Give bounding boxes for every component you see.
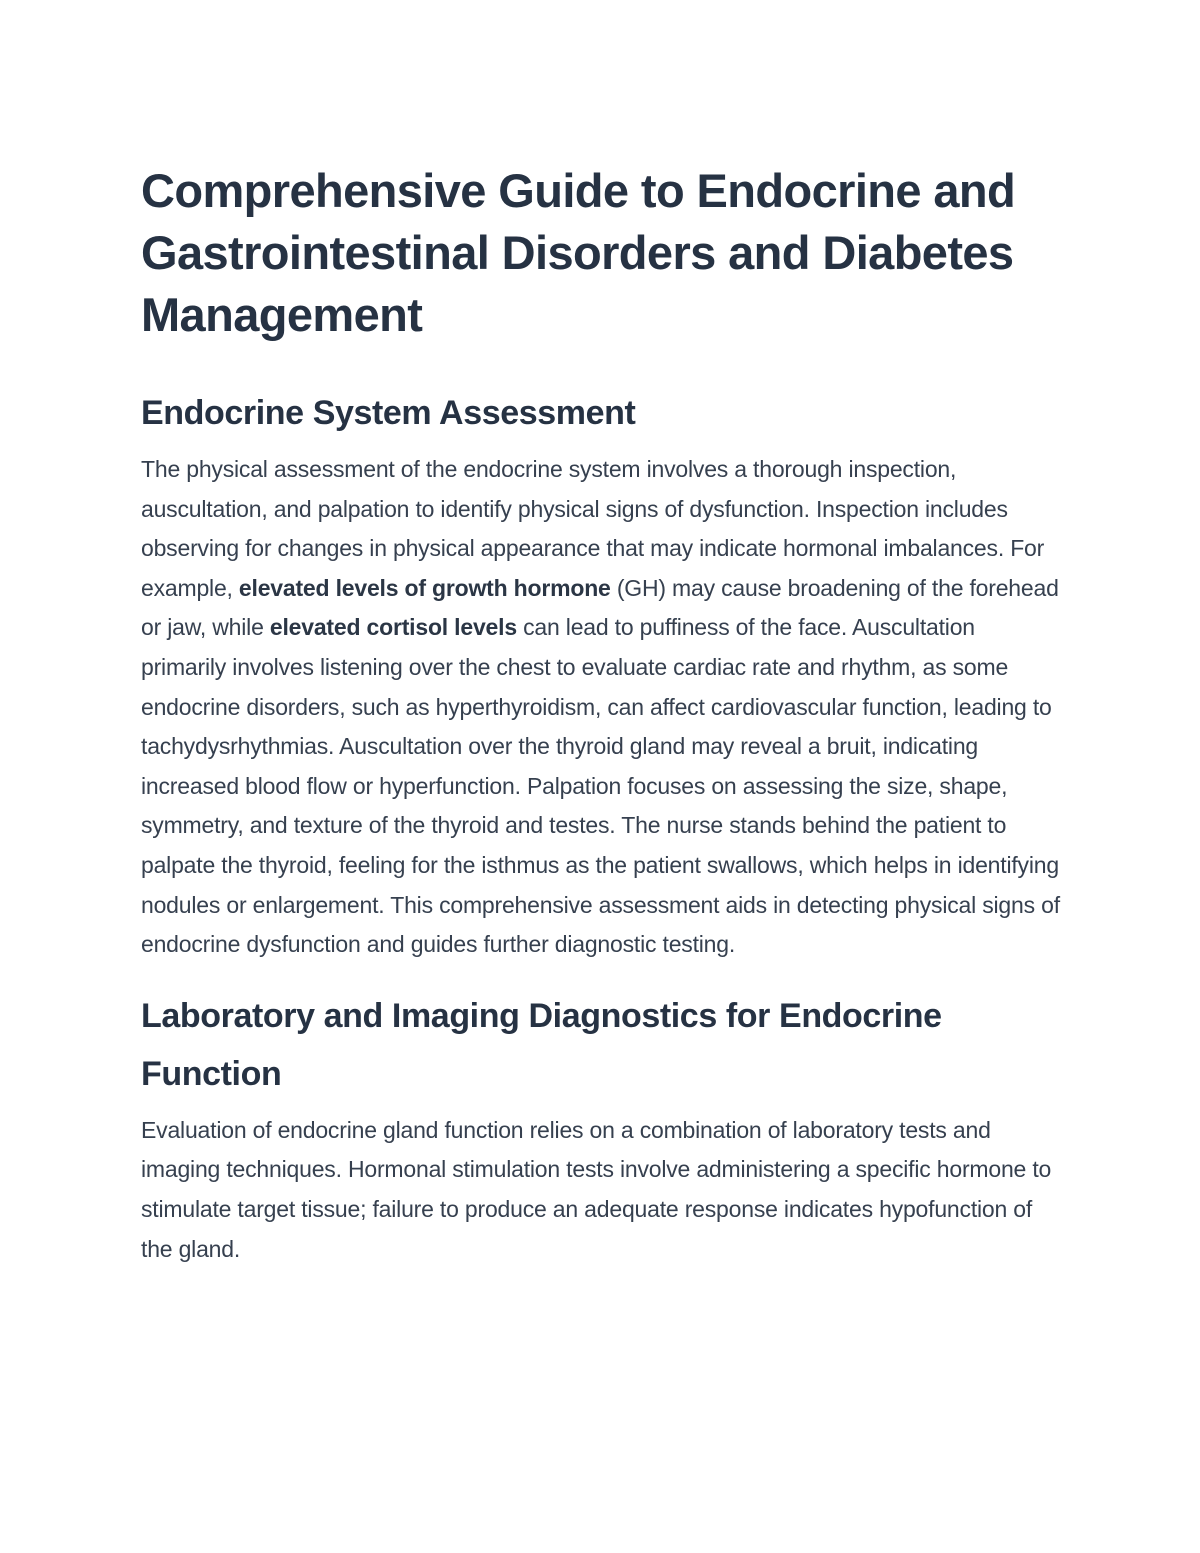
document-page bbox=[141, 160, 1063, 1291]
section-lab-imaging bbox=[141, 987, 1063, 1269]
section-endocrine-assessment bbox=[141, 384, 1063, 965]
document-title: Comprehensive Guide to Endocrine and Gastrointestinal Disorders and Diabetes Management bbox=[141, 164, 1016, 341]
bold-term-growth-hormone: elevated levels of growth hormone bbox=[238, 574, 611, 601]
section-paragraph bbox=[141, 450, 1063, 965]
section-heading: Endocrine System Assessment bbox=[141, 394, 636, 432]
section-heading: Laboratory and Imaging Diagnostics for Endocrine Function bbox=[141, 996, 942, 1093]
section-paragraph: Evaluation of endocrine gland function relies on a combination of laboratory tests and imaging techniques. Hormonal stimulation tests involve administering a specific hormone to stimulate target tissue; failure to produce an adequate response indicates hypofunction of the gland. bbox=[141, 1116, 1052, 1262]
paragraph-text: can lead to puffiness of the face. Auscultation primarily involves listening over the chest to evaluate cardiac rate and rhythm, as some endocrine disorders, such as hyperthyroidism, can affect cardiovascular function, leading to tachydysrhythmias. Auscultation over the thyroid gland may reveal a bruit, indicating increased blood flow or hyperfunction. Palpation focuses on assessing the size, shape, symmetry, and texture of the thyroid and testes. The nurse stands behind the patient to palpate the thyroid, feeling for the isthmus as the patient swallows, which helps in identifying nodules or enlargement. This comprehensive assessment aids in detecting physical signs of endocrine dysfunction and guides further diagnostic testing. bbox=[141, 614, 1060, 958]
paragraph-text: The physical assessment of the endocrine system involves a thorough inspection, auscultation, and palpation to identify physical signs of dysfunction. Inspection includes observing for changes in physical appearance that may indicate hormonal imbalances. For example, bbox=[141, 456, 1045, 601]
bold-term-cortisol: elevated cortisol levels bbox=[269, 614, 517, 641]
paragraph-text: (GH) may cause broadening of the forehead or jaw, while bbox=[141, 574, 1059, 641]
